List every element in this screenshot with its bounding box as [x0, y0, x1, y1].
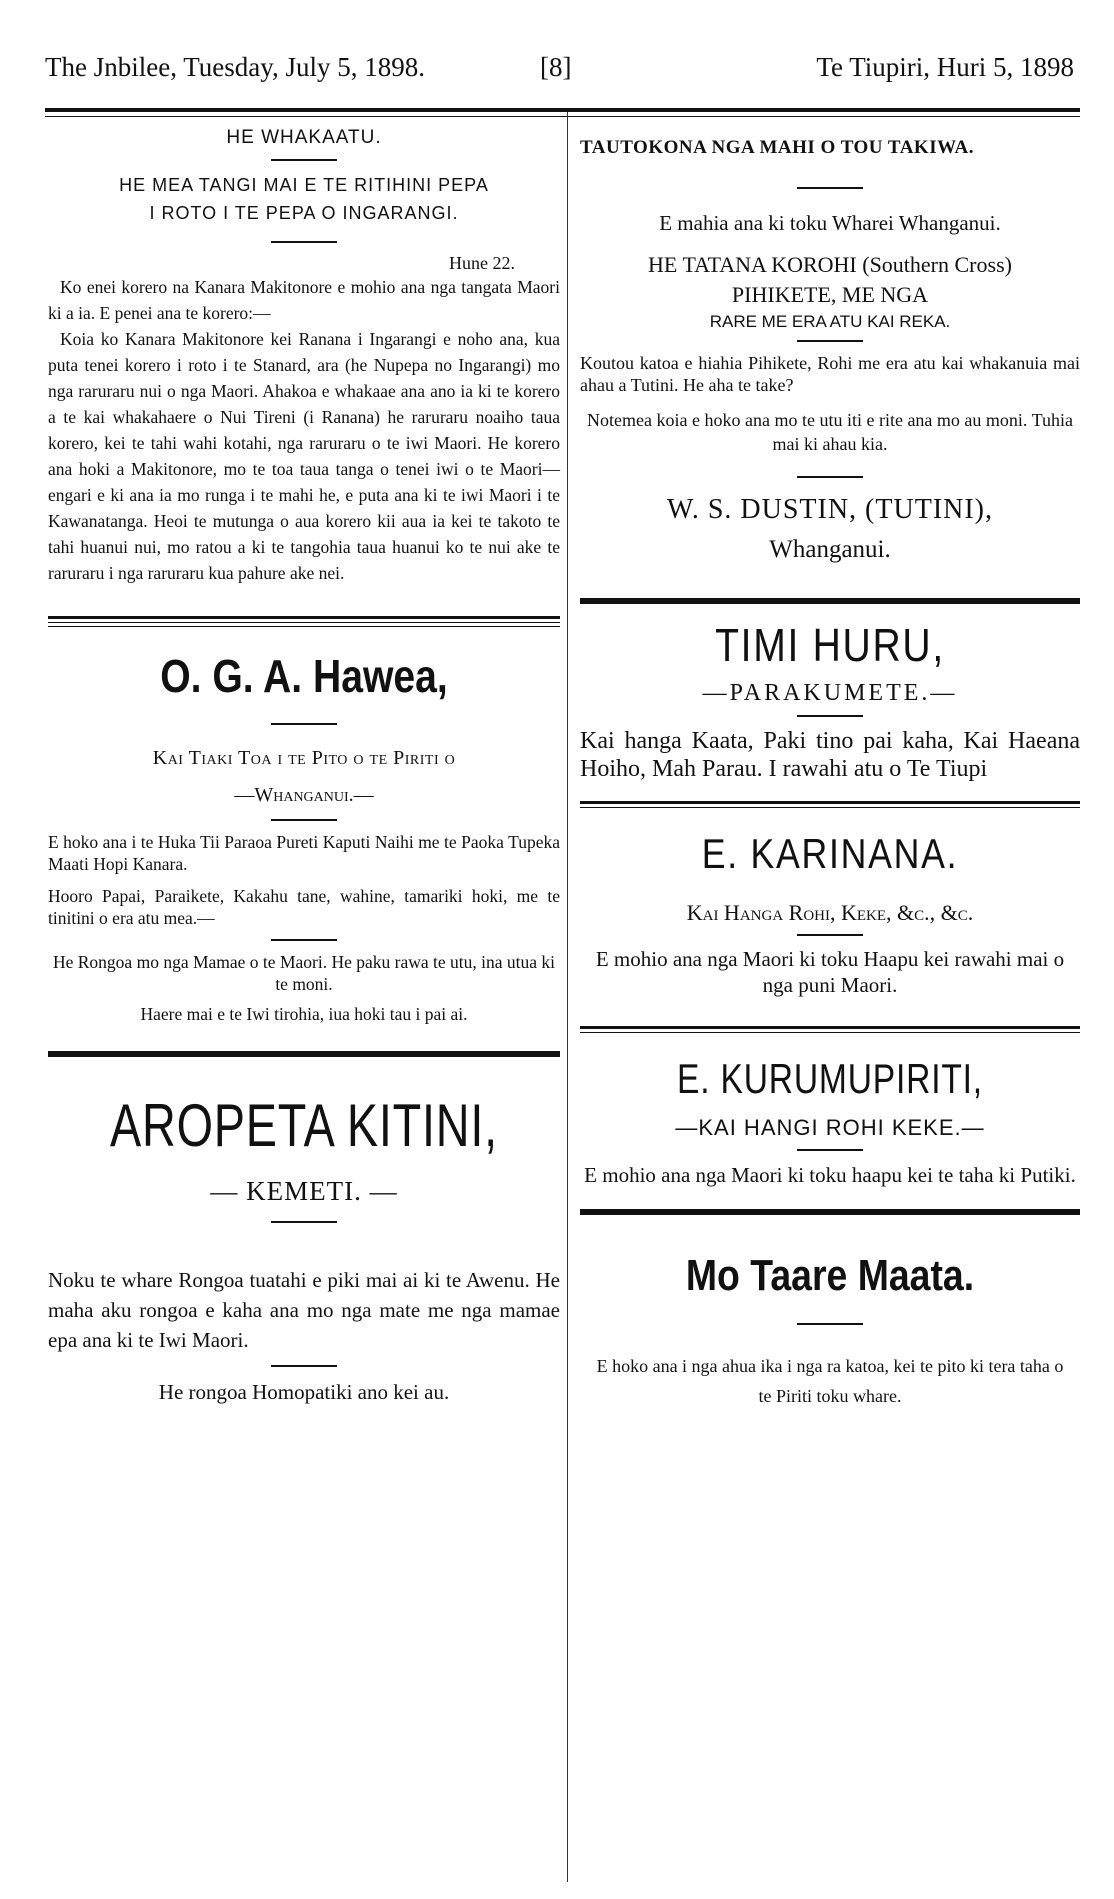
hawea-advert — [48, 649, 560, 1025]
huru-paragraph: Kai hanga Kaata, Paki tino pai kaha, Kai Haeana Hoiho, Mah Parau. I rawahi atu o Te Tiupi — [580, 728, 1080, 782]
tautokona-title: TAUTOKONA NGA MAHI O TOU TAKIWA. — [580, 137, 974, 158]
notice-paragraph-1: Ko enei korero na Kanara Makitonore e mohio ana nga tangata Maori ki a ia. E penei ana te korero:— — [48, 277, 560, 323]
kurumupiriti-name: E. KURUMUPIRITI, — [677, 1055, 983, 1102]
kitini-paragraph-1: Noku te whare Rongoa tuatahi e piki mai ai ki te Awenu. He maha aku rongoa e kaha ana mo nga mate me nga mamae epa ana ki te Iwi Maori. — [48, 1268, 560, 1352]
page-number: [8] — [540, 52, 572, 82]
divider — [797, 715, 863, 717]
header-rule — [45, 108, 1080, 112]
hawea-paragraph-2: Hooro Papai, Paraikete, Kakahu tane, wahine, tamariki hoki, me te tinitini o era atu mea.— — [48, 886, 560, 928]
divider — [797, 1323, 863, 1325]
notice-subtitle-2: I ROTO I TE PEPA O INGARANGI. — [149, 203, 459, 223]
tautokona-paragraph-1: Koutou katoa e hiahia Pihikete, Rohi me era atu kai whakanuia mai ahau a Tutini. He aha te take? — [580, 353, 1080, 395]
tautokona-line: E mahia ana ki toku Wharei Whanganui. — [659, 211, 1001, 235]
kitini-advert — [48, 1091, 560, 1407]
hawea-name: O. G. A. Hawea, — [160, 650, 448, 702]
tautokona-head-3: RARE ME ERA ATU KAI REKA. — [709, 312, 951, 331]
left-column — [48, 125, 560, 1407]
divider — [797, 476, 863, 478]
kurumupiriti-advert — [580, 1055, 1080, 1189]
dustin-place: Whanganui. — [769, 536, 891, 563]
right-column — [580, 125, 1080, 1411]
huru-name: TIMI HURU, — [715, 619, 945, 671]
divider — [271, 723, 337, 725]
notice-title: HE WHAKAATU. — [226, 127, 382, 148]
divider — [797, 934, 863, 936]
tautokona-head-2: PIHIKETE, ME NGA — [731, 282, 929, 307]
karinana-name: E. KARINANA. — [701, 830, 959, 877]
notice-subtitle-1: HE MEA TANGI MAI E TE RITIHINI PEPA — [119, 175, 489, 195]
notice-date: Hune 22. — [449, 253, 515, 273]
section-rule — [580, 801, 1080, 808]
kurumupiriti-role: —KAI HANGI ROHI KEKE.— — [675, 1115, 985, 1140]
divider — [797, 1149, 863, 1151]
dustin-name: W. S. DUSTIN, (TUTINI), — [666, 494, 994, 525]
hawea-paragraph-3: He Rongoa mo nga Mamae o te Maori. He paku rawa te utu, ina utua ki te moni. — [52, 952, 555, 994]
section-rule — [580, 1209, 1080, 1215]
tautokona-paragraph-2: Notemea koia e hoko ana mo te utu iti e rite ana mo au moni. Tuhia mai ki ahau kia. — [587, 410, 1073, 454]
header-left: The Jnbilee, Tuesday, July 5, 1898. — [45, 52, 425, 82]
taare-name: Mo Taare Maata. — [685, 1251, 975, 1300]
divider — [271, 1365, 337, 1367]
taare-paragraph: E hoko ana i nga ahua ika i nga ra katoa, kei te pito ki tera taha o te Piriti toku whare. — [596, 1356, 1064, 1406]
section-rule — [580, 1026, 1080, 1033]
huru-advert — [580, 618, 1080, 783]
kitini-role: — KEMETI. — — [210, 1176, 398, 1206]
column-divider — [567, 112, 568, 1882]
divider — [271, 159, 337, 161]
header-rule-thin — [45, 116, 1080, 117]
divider — [271, 939, 337, 941]
header-right: Te Tiupiri, Huri 5, 1898 — [816, 52, 1074, 82]
divider — [797, 340, 863, 342]
section-rule — [48, 1051, 560, 1057]
dustin-advert — [580, 137, 1080, 564]
karinana-role: Kai Hanga Rohi, Keke, &c., &c. — [686, 900, 974, 925]
kitini-paragraph-2: He rongoa Homopatiki ano kei au. — [158, 1380, 450, 1404]
huru-role: —PARAKUMETE.— — [702, 680, 958, 706]
section-rule — [580, 598, 1080, 604]
kitini-name: AROPETA KITINI, — [110, 1092, 498, 1159]
divider — [271, 1221, 337, 1223]
notice-paragraph-2: Koia ko Kanara Makitonore kei Ranana i Ingarangi e noho ana, kua puta tenei korero i roto i te Stanard, ara (he Nupepa no Ingarangi) mo nga raruraru nui o nga Maori. Ahakoa e whakaae ana ano ia ki te korero a te kai whakahaere o Nui Tireni (i Ranana) he raruraru noaiho taua korero, kei te tahi wahi kotahi, nga raruraru o te iwi Maori. He korero ana hoki a Makitonore, mo te toa taua tanga o tenei iwi o te Maori—engari e ki ana ia mo runga i te mahi he, e puta ana ki te iwi Maori i te Kawanatanga. Heoi te mutunga o aua korero kii aua ia kei te takoto te tahi huanui nui, mo ratou a ki te tangohia taua huanui ko te nui ake te raruraru i nga raruraru kua pahure ake nei. — [48, 329, 560, 583]
karinana-paragraph: E mohio ana nga Maori ki toku Haapu kei rawahi mai o nga puni Maori. — [595, 947, 1065, 997]
tautokona-head-1: HE TATANA KOROHI (Southern Cross) — [648, 252, 1012, 277]
hawea-paragraph-1: E hoko ana i te Huka Tii Paraoa Pureti Kaputi Naihi me te Paoka Tupeka Maati Hopi Kanara. — [48, 832, 560, 874]
hawea-paragraph-4: Haere mai e te Iwi tirohia, iua hoki tau i pai ai. — [140, 1004, 468, 1024]
taare-advert — [580, 1251, 1080, 1411]
hawea-line-1: Kai Tiaki Toa i te Pito o te Piriti o — [152, 747, 456, 769]
hawea-line-2: —Whanganui.— — [234, 784, 374, 806]
section-rule — [48, 616, 560, 627]
divider — [271, 819, 337, 821]
notice-article — [48, 127, 560, 586]
divider — [797, 187, 863, 189]
kurumupiriti-paragraph: E mohio ana nga Maori ki toku haapu kei te taha ki Putiki. — [584, 1163, 1076, 1187]
karinana-advert — [580, 830, 1080, 998]
divider — [271, 241, 337, 243]
